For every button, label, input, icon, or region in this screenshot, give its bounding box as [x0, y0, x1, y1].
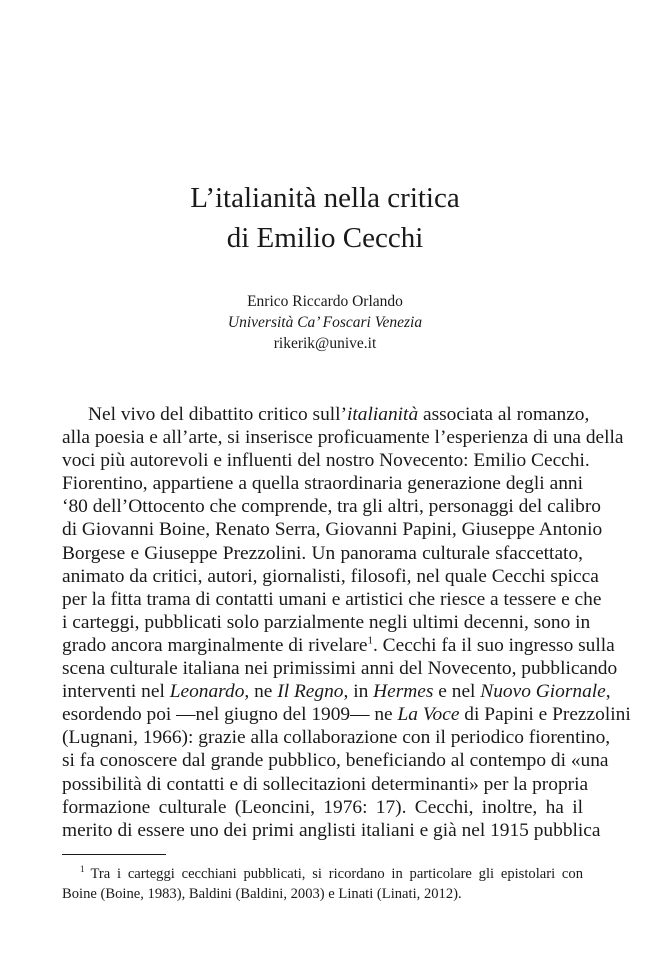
body-line: alla poesia e all’arte, si inserisce proficuamente l’esperienza di una della — [62, 427, 624, 449]
text-run: esordendo poi —nel giugno del 1909— ne — [62, 704, 398, 726]
journal-title: Leonardo — [169, 681, 245, 703]
body-line: di Giovanni Boine, Renato Serra, Giovanni Papini, Giuseppe Antonio — [62, 519, 603, 541]
text-run: . Cecchi fa il suo ingresso sulla — [372, 634, 615, 656]
title-line-1: L’italianità nella critica — [190, 182, 460, 214]
body-line: voci più autorevoli e influenti del nostro Novecento: Emilio Cecchi. — [62, 450, 590, 472]
footnote-line: Boine (Boine, 1983), Baldini (Baldini, 2003) e Linati (Linati, 2012). — [62, 886, 462, 902]
body-line: possibilità di contatti e di sollecitazioni determinanti» per la propria — [62, 773, 589, 795]
footnote-line — [62, 864, 583, 884]
body-line: animato da critici, autori, giornalisti, filosofi, nel quale Cecchi spicca — [62, 565, 599, 587]
author-block — [0, 291, 650, 354]
body-line: Fiorentino, appartiene a quella straordinaria generazione degli anni — [62, 473, 583, 495]
body-line: formazione culturale (Leoncini, 1976: 17). Cecchi, inoltre, ha il — [62, 796, 583, 818]
text-run: interventi nel — [62, 681, 170, 703]
body-line: Borgese e Giuseppe Prezzolini. Un panorama culturale sfaccettato, — [62, 542, 583, 564]
text-run: , — [605, 681, 611, 703]
text-run: Nel vivo del dibattito critico sull’ — [88, 404, 348, 425]
footnote-divider — [62, 854, 166, 855]
text-run: , in — [343, 681, 374, 703]
journal-title: Hermes — [373, 681, 434, 703]
footnote-marker: 1 — [80, 864, 85, 875]
body-line: per la fitta trama di contatti umani e artistici che riesce a tessere e che — [62, 588, 602, 610]
author-name: Enrico Riccardo Orlando — [247, 293, 403, 310]
text-run: di Papini e Prezzolini — [459, 704, 631, 726]
journal-title: Il Regno — [277, 681, 344, 703]
text-run: e nel — [433, 681, 481, 703]
text-run: , ne — [244, 681, 278, 703]
body-line: merito di essere uno dei primi anglisti italiani e già nel 1915 pubblica — [62, 819, 601, 841]
body-line: si fa conoscere dal grande pubblico, beneficiando al contempo di «una — [62, 750, 609, 772]
journal-title: La Voce — [397, 704, 460, 726]
author-email: rikerik@unive.it — [273, 335, 377, 352]
footnote-reference[interactable]: 1 — [367, 634, 373, 647]
body-line: (Lugnani, 1966): grazie alla collaborazione con il periodico fiorentino, — [62, 727, 611, 749]
text-run: Tra i carteggi cecchiani pubblicati, si ricordano in particolare gli epistolari con — [90, 866, 583, 882]
italic-term: italianità — [347, 404, 419, 425]
title-line-2: di Emilio Cecchi — [226, 222, 424, 254]
body-paragraph — [62, 403, 631, 842]
body-line — [62, 680, 611, 703]
body-line: ‘80 dell’Ottocento che comprende, tra gli altri, personaggi del calibro — [62, 496, 601, 518]
body-line — [62, 634, 615, 657]
footnote — [62, 864, 583, 904]
article-title — [0, 178, 650, 258]
text-run: associata al romanzo, — [418, 404, 590, 425]
journal-title: Nuovo Giornale — [480, 681, 606, 703]
body-line: scena culturale italiana nei primissimi anni del Novecento, pubblicando — [62, 658, 618, 680]
body-line: i carteggi, pubblicati solo parzialmente negli ultimi decenni, sono in — [62, 611, 591, 633]
text-run: grado ancora marginalmente di rivelare — [62, 634, 368, 656]
body-line — [62, 703, 631, 726]
author-affiliation: Università Ca’ Foscari Venezia — [227, 314, 423, 331]
body-line — [62, 403, 590, 426]
